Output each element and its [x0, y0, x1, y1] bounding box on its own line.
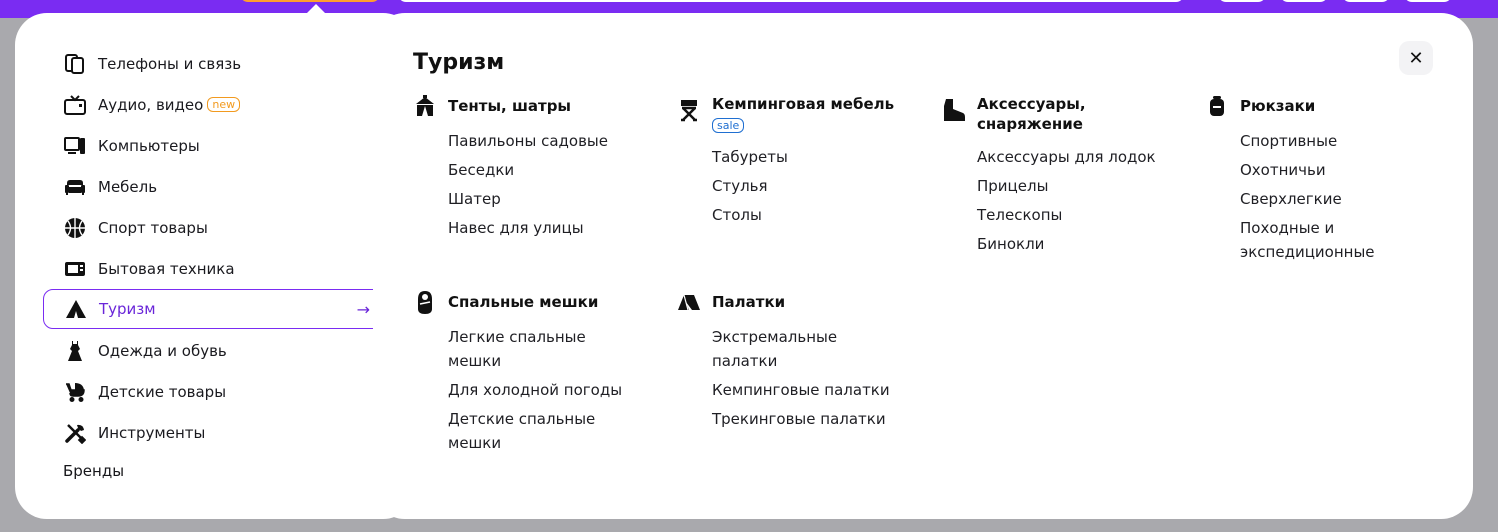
- sidebar-item-computers[interactable]: [43, 125, 389, 166]
- sidebar-item-brands[interactable]: Бренды: [63, 462, 125, 480]
- category-title[interactable]: Тенты, шатры: [448, 97, 571, 115]
- category-link[interactable]: Прицелы: [977, 177, 1049, 195]
- arrow-right-icon: →: [356, 300, 370, 319]
- sidebar-item-label: Спорт товары: [98, 218, 208, 237]
- tent-icon: [64, 297, 88, 321]
- category-link[interactable]: Столы: [712, 206, 762, 224]
- backpack-icon: [1205, 94, 1229, 118]
- category-tents-canopies: [413, 96, 643, 245]
- sidebar-list: [43, 43, 389, 489]
- header-icon-button[interactable]: [1404, 0, 1452, 2]
- computer-icon: [63, 134, 87, 158]
- category-tents: [677, 292, 907, 436]
- category-link[interactable]: Стулья: [712, 177, 768, 195]
- basketball-icon: [63, 216, 87, 240]
- sidebar-item-label: Туризм: [99, 300, 156, 318]
- sidebar-item-label: Компьютеры: [98, 136, 200, 155]
- category-link[interactable]: Кемпинговые палатки: [712, 381, 890, 399]
- tourism-menu-panel: [373, 13, 1473, 519]
- sidebar-item-tourism[interactable]: [43, 289, 389, 329]
- camp-chair-icon: [677, 98, 701, 122]
- category-link[interactable]: Для холодной погоды: [448, 381, 623, 399]
- dress-icon: [63, 339, 87, 363]
- sidebar-item-label: Бытовая техника: [98, 259, 235, 278]
- category-sidebar: [15, 13, 415, 519]
- header-icon-button[interactable]: [1280, 0, 1328, 2]
- sidebar-item-clothing[interactable]: [43, 330, 389, 371]
- category-link[interactable]: Шатер: [448, 190, 501, 208]
- canopy-icon: [413, 94, 437, 118]
- category-link[interactable]: Экстремальные палатки: [712, 328, 838, 370]
- category-title[interactable]: Рюкзаки: [1240, 97, 1316, 115]
- header-icon-button[interactable]: [1342, 0, 1390, 2]
- category-link[interactable]: Навес для улицы: [448, 219, 584, 237]
- boot-icon: [942, 98, 966, 122]
- search-input[interactable]: [398, 0, 1184, 2]
- category-accessories-gear: [942, 94, 1162, 261]
- category-link[interactable]: Беседки: [448, 161, 515, 179]
- sidebar-item-label: Инструменты: [98, 423, 206, 442]
- sidebar-item-tools[interactable]: [43, 412, 389, 453]
- category-link[interactable]: Спортивные: [1240, 132, 1338, 150]
- category-link[interactable]: Павильоны садовые: [448, 132, 608, 150]
- category-link[interactable]: Табуреты: [712, 148, 788, 166]
- tools-icon: [63, 421, 87, 445]
- category-title[interactable]: Палатки: [712, 293, 786, 311]
- close-button[interactable]: [1399, 41, 1433, 75]
- category-title[interactable]: Аксессуары, снаряжение: [977, 95, 1086, 133]
- sidebar-item-label: Телефоны и связь: [98, 54, 242, 73]
- category-link[interactable]: Охотничьи: [1240, 161, 1326, 179]
- category-link[interactable]: Детские спальные мешки: [448, 410, 596, 452]
- category-link[interactable]: Аксессуары для лодок: [977, 148, 1156, 166]
- sleeping-bag-icon: [413, 290, 437, 314]
- sidebar-item-sport[interactable]: [43, 207, 389, 248]
- sofa-icon: [63, 175, 87, 199]
- phone-icon: [63, 52, 87, 76]
- sidebar-item-label: Мебель: [98, 177, 158, 196]
- sidebar-item-audio-video[interactable]: [43, 84, 389, 125]
- category-title[interactable]: Спальные мешки: [448, 293, 599, 311]
- sidebar-item-kids[interactable]: [43, 371, 389, 412]
- dropdown-pointer: [307, 4, 325, 13]
- sale-badge: sale: [712, 118, 744, 133]
- sidebar-item-furniture[interactable]: [43, 166, 389, 207]
- sidebar-item-label: Детские товары: [98, 382, 227, 401]
- category-link[interactable]: Телескопы: [977, 206, 1063, 224]
- new-badge: new: [207, 97, 240, 112]
- sidebar-item-label: Аудио, видео: [98, 95, 204, 114]
- close-icon: ✕: [1408, 47, 1424, 69]
- category-camping-furniture: [677, 94, 907, 232]
- catalog-button[interactable]: [240, 0, 380, 2]
- header-icon-button[interactable]: [1218, 0, 1266, 2]
- category-link[interactable]: Сверхлегкие: [1240, 190, 1342, 208]
- page-title: Туризм: [413, 50, 505, 75]
- category-sleeping-bags: [413, 292, 643, 460]
- stroller-icon: [63, 380, 87, 404]
- category-link[interactable]: Трекинговые палатки: [712, 410, 886, 428]
- sidebar-item-appliances[interactable]: [43, 248, 389, 289]
- category-link[interactable]: Легкие спальные мешки: [448, 328, 586, 370]
- category-title[interactable]: Кемпинговая мебель: [712, 95, 895, 113]
- sidebar-item-phones[interactable]: [43, 43, 389, 84]
- category-link[interactable]: Походные и экспедиционные: [1240, 219, 1375, 261]
- category-link[interactable]: Бинокли: [977, 235, 1045, 253]
- microwave-icon: [63, 257, 87, 281]
- category-backpacks: [1205, 96, 1405, 269]
- tv-icon: [63, 93, 87, 117]
- tent-icon: [677, 290, 701, 314]
- sidebar-item-label: Одежда и обувь: [98, 341, 227, 360]
